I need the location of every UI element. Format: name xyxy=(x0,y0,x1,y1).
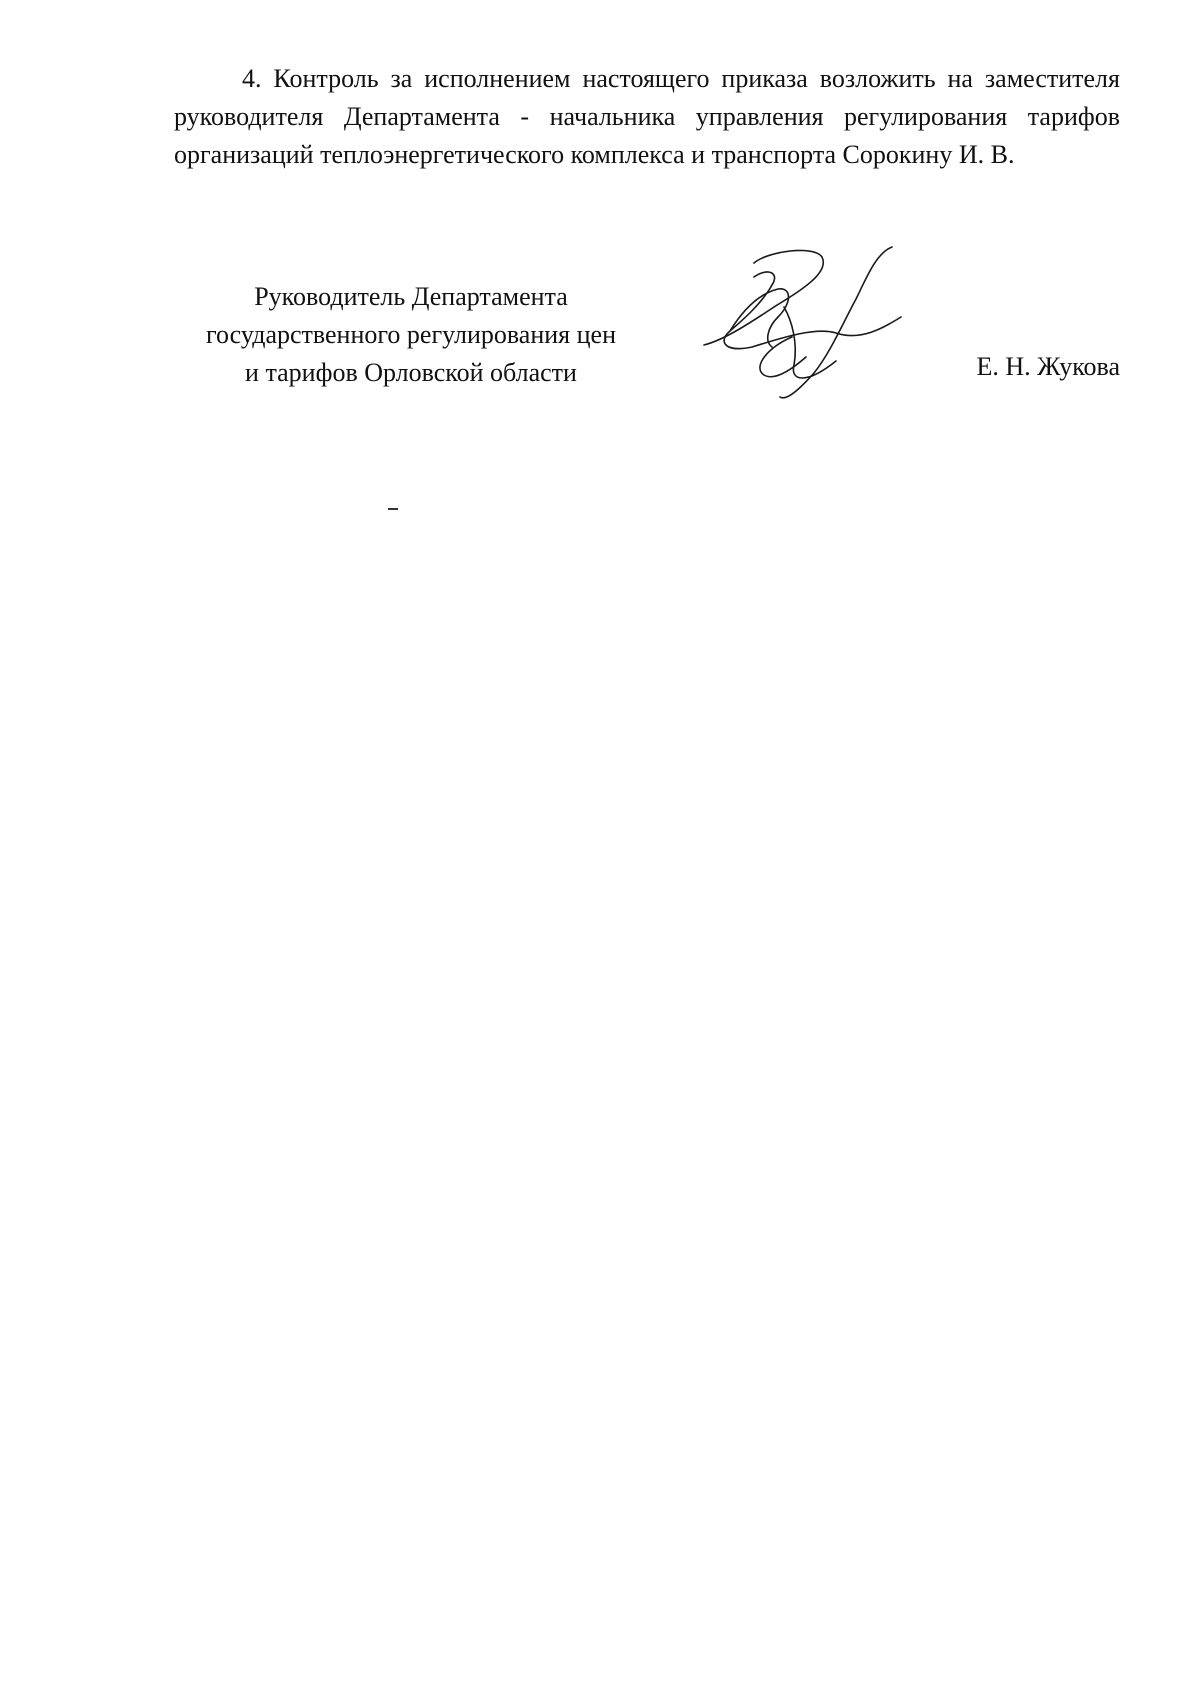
signatory-position xyxy=(174,278,648,392)
handwritten-signature xyxy=(696,245,922,405)
position-line-2: государственного регулирования цен xyxy=(206,320,616,349)
signer-name: Е. Н. Жукова xyxy=(976,352,1120,381)
control-paragraph: 4. Контроль за исполнением настоящего приказа возложить на заместителя руководителя Департамента - начальника управления регулирования тарифов организаций теплоэнергетического комплекса и транспорта Сорокину И. В. xyxy=(174,64,1120,169)
scan-mark xyxy=(388,508,398,510)
position-line-3: и тарифов Орловской области xyxy=(245,358,577,387)
position-line-1: Руководитель Департамента xyxy=(254,282,568,311)
